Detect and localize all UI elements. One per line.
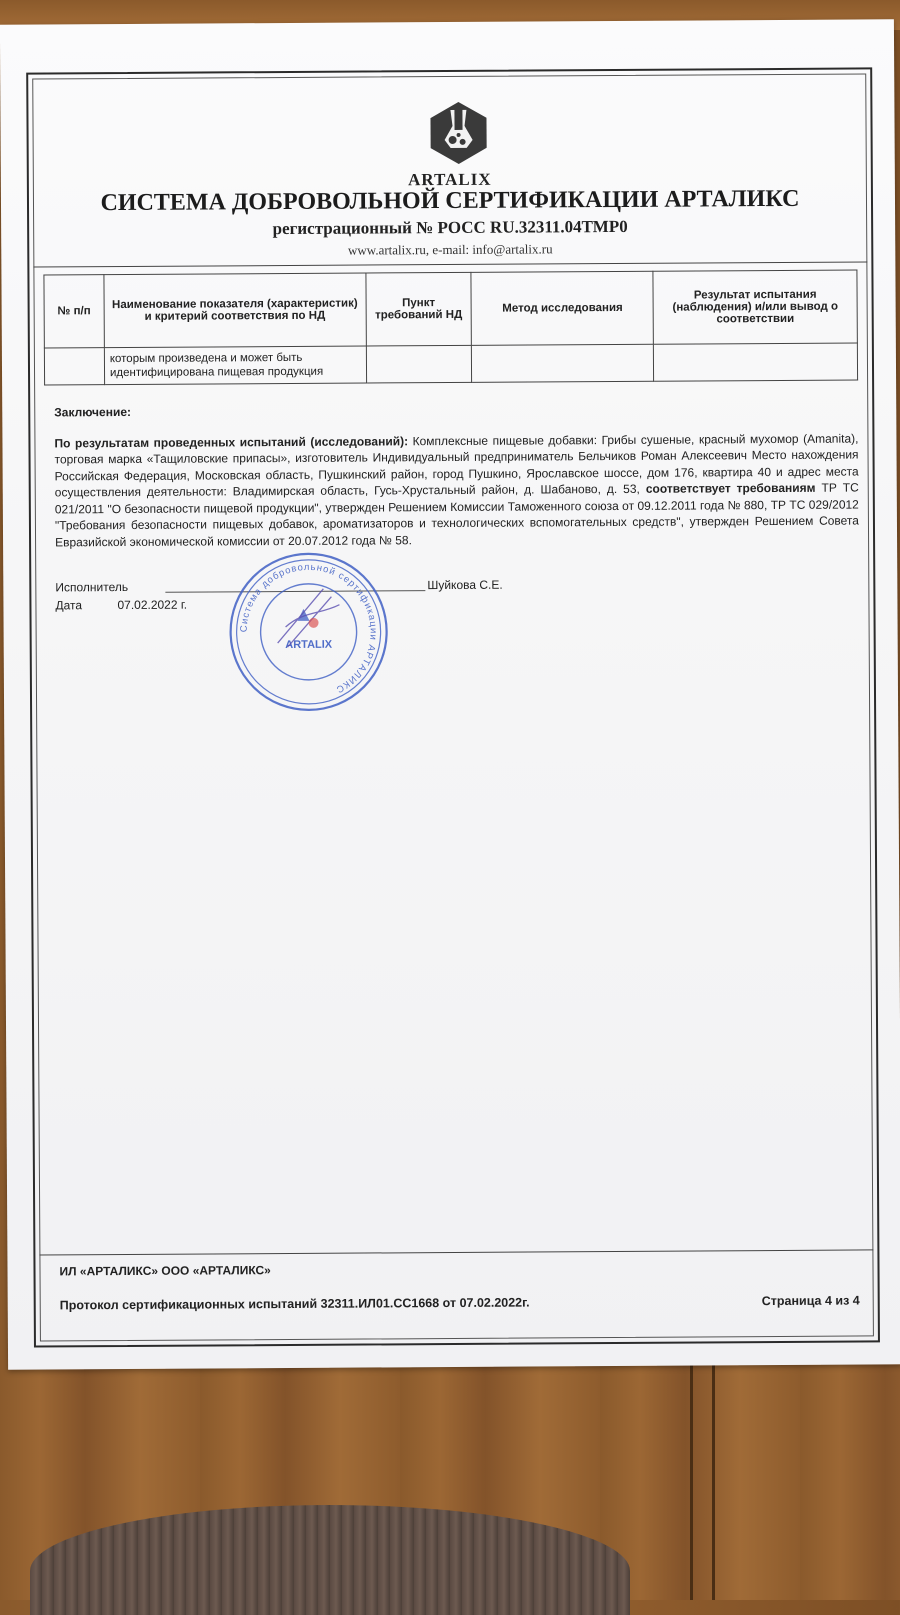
wood-seam [690, 1360, 693, 1600]
stamp-center-text: ARTALIX [285, 638, 333, 652]
protocol-number: Протокол сертификационных испытаний 32311.ИЛ01.СС1668 от 07.02.2022г. [59, 1295, 530, 1313]
column-header: Наименование показателя (характеристик) и критерий соответствия по НД [104, 273, 366, 348]
conclusion-title: Заключение: [54, 404, 132, 420]
table-row [44, 343, 857, 385]
table-cell [472, 344, 654, 382]
executor-name: Шуйкова С.Е. [427, 577, 503, 593]
column-header: № п/п [44, 275, 104, 348]
conclusion-part1: Комплексные пищевые добавки: Грибы сушеные, красный мухомор (Amanita), торговая марка «Тащиловские припасы», изготовитель Индивидуальный предприниматель Бельчиков Роман Алексеевич Место нахождения Российская Федерация, Московская область, Пушкинский район, город Пушкино, Ярославское шоссе, дом 176, квартира 40 и адрес места осуществления деятельности: Владимирская область, Гусь-Хрустальный район, д. Шабаново, д. 53, [54, 431, 859, 500]
lab-name: ИЛ «АРТАЛИКС» ООО «АРТАЛИКС» [59, 1263, 271, 1279]
table-header-row [44, 270, 857, 348]
page-number: Страница 4 из 4 [761, 1293, 860, 1309]
page-frame [26, 67, 880, 1347]
artalix-logo-icon [428, 100, 488, 166]
conclusion-lead: По результатам проведенных испытаний (исследований): [54, 433, 409, 450]
table-cell [44, 348, 104, 385]
conclusion-part2: ТР ТС 021/2011 "О безопасности пищевой продукции", утвержден Решением Комиссии Таможенного союза от 09.12.2011 года № 880, ТР ТС 029/2012 "Требования безопасности пищевых добавок, ароматизаторов и технологических вспомогательных средств", утвержден Решением Совета Евразийской экономической комиссии от 20.07.2012 года № 58. [54, 480, 859, 549]
document-page [0, 19, 900, 1369]
indicators-table [43, 270, 858, 386]
column-header: Пункт требований НД [365, 272, 471, 346]
wood-seam [712, 1360, 715, 1600]
svg-text:Система добровольной сертифика [238, 561, 379, 695]
date-label: Дата [55, 598, 83, 613]
date-value: 07.02.2022 г. [117, 597, 188, 613]
brand-name: ARTALIX [408, 169, 492, 190]
contacts: www.artalix.ru, e-mail: info@artalix.ru [347, 241, 553, 258]
table-cell: которым произведена и может быть идентифицирована пищевая продукция [104, 346, 366, 385]
conclusion-section [54, 400, 859, 551]
column-header: Метод исследования [471, 271, 653, 345]
table-cell [366, 345, 472, 383]
registration-number: регистрационный № РОСС RU.32311.04ТМР0 [272, 216, 628, 239]
table-cell [654, 343, 858, 381]
executor-label: Исполнитель [55, 579, 129, 595]
conclusion-compliance: соответствует требованиям [645, 480, 816, 496]
document-header [28, 69, 871, 264]
conclusion-text [54, 430, 859, 550]
column-header: Результат испытания (наблюдения) и/или вывод о соответствии [653, 270, 857, 344]
stamp-ring-text: Система добровольной сертификации АРТАЛИКС [238, 561, 379, 696]
system-title: СИСТЕМА ДОБРОВОЛЬНОЙ СЕРТИФИКАЦИИ АРТАЛИКС [100, 185, 800, 217]
round-stamp-icon [227, 550, 390, 713]
